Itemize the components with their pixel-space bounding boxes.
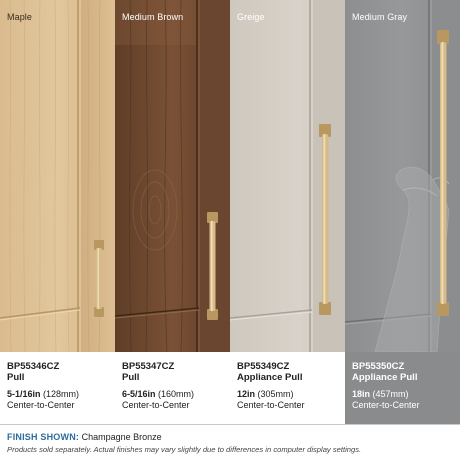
panel-medium-brown (115, 0, 230, 352)
product-info-row (0, 352, 460, 424)
finish-label-greige: Greige (237, 12, 265, 22)
product-size-mm: (160mm) (155, 389, 195, 399)
product-sku: BP55350CZ (352, 361, 405, 372)
product-size (352, 389, 460, 400)
disclaimer: Products sold separately. Actual finishes may vary slightly due to differences in computer display settings. (7, 445, 362, 454)
product-size-inches: 5-1/16in (7, 389, 41, 399)
product-size-mm: (457mm) (370, 389, 409, 399)
product-info-bp55347cz (115, 352, 230, 424)
pull-bp55347cz-icon (115, 0, 230, 352)
product-ctc: Center-to-Center (352, 400, 420, 410)
pull-bp55346cz-icon (0, 0, 115, 352)
panel-maple (0, 0, 115, 352)
product-size-inches: 18in (352, 389, 371, 399)
product-type: Appliance Pull (352, 372, 418, 383)
product-ctc: Center-to-Center (7, 400, 75, 410)
product-ctc: Center-to-Center (237, 400, 305, 410)
product-type: Pull (122, 372, 140, 383)
product-sku: BP55346CZ (7, 361, 60, 372)
product-info-bp55349cz (230, 352, 345, 424)
finish-shown-value: Champagne Bronze (81, 432, 162, 442)
product-type: Pull (7, 372, 25, 383)
finish-shown (7, 431, 460, 443)
finish-label-medium-gray: Medium Gray (352, 12, 408, 22)
footer (0, 424, 460, 460)
product-type: Appliance Pull (237, 372, 303, 383)
product-size (7, 389, 115, 400)
product-size-mm: (128mm) (40, 389, 80, 399)
product-size-inches: 6-5/16in (122, 389, 156, 399)
product-size (122, 389, 230, 400)
product-sku: BP55349CZ (237, 361, 290, 372)
product-size-mm: (305mm) (255, 389, 294, 399)
panel-greige (230, 0, 345, 352)
finish-label-maple: Maple (7, 12, 33, 22)
product-ctc: Center-to-Center (122, 400, 190, 410)
product-info-bp55350cz (345, 352, 460, 424)
pull-bp55350cz-icon (345, 0, 460, 352)
pull-bp55349cz-icon (230, 0, 345, 352)
panel-medium-gray (345, 0, 460, 352)
product-size (237, 389, 345, 400)
product-sku: BP55347CZ (122, 361, 175, 372)
finish-label-medium-brown: Medium Brown (122, 12, 184, 22)
product-size-inches: 12in (237, 389, 256, 399)
product-info-bp55346cz (0, 352, 115, 424)
finish-shown-label: FINISH SHOWN: (7, 432, 80, 442)
